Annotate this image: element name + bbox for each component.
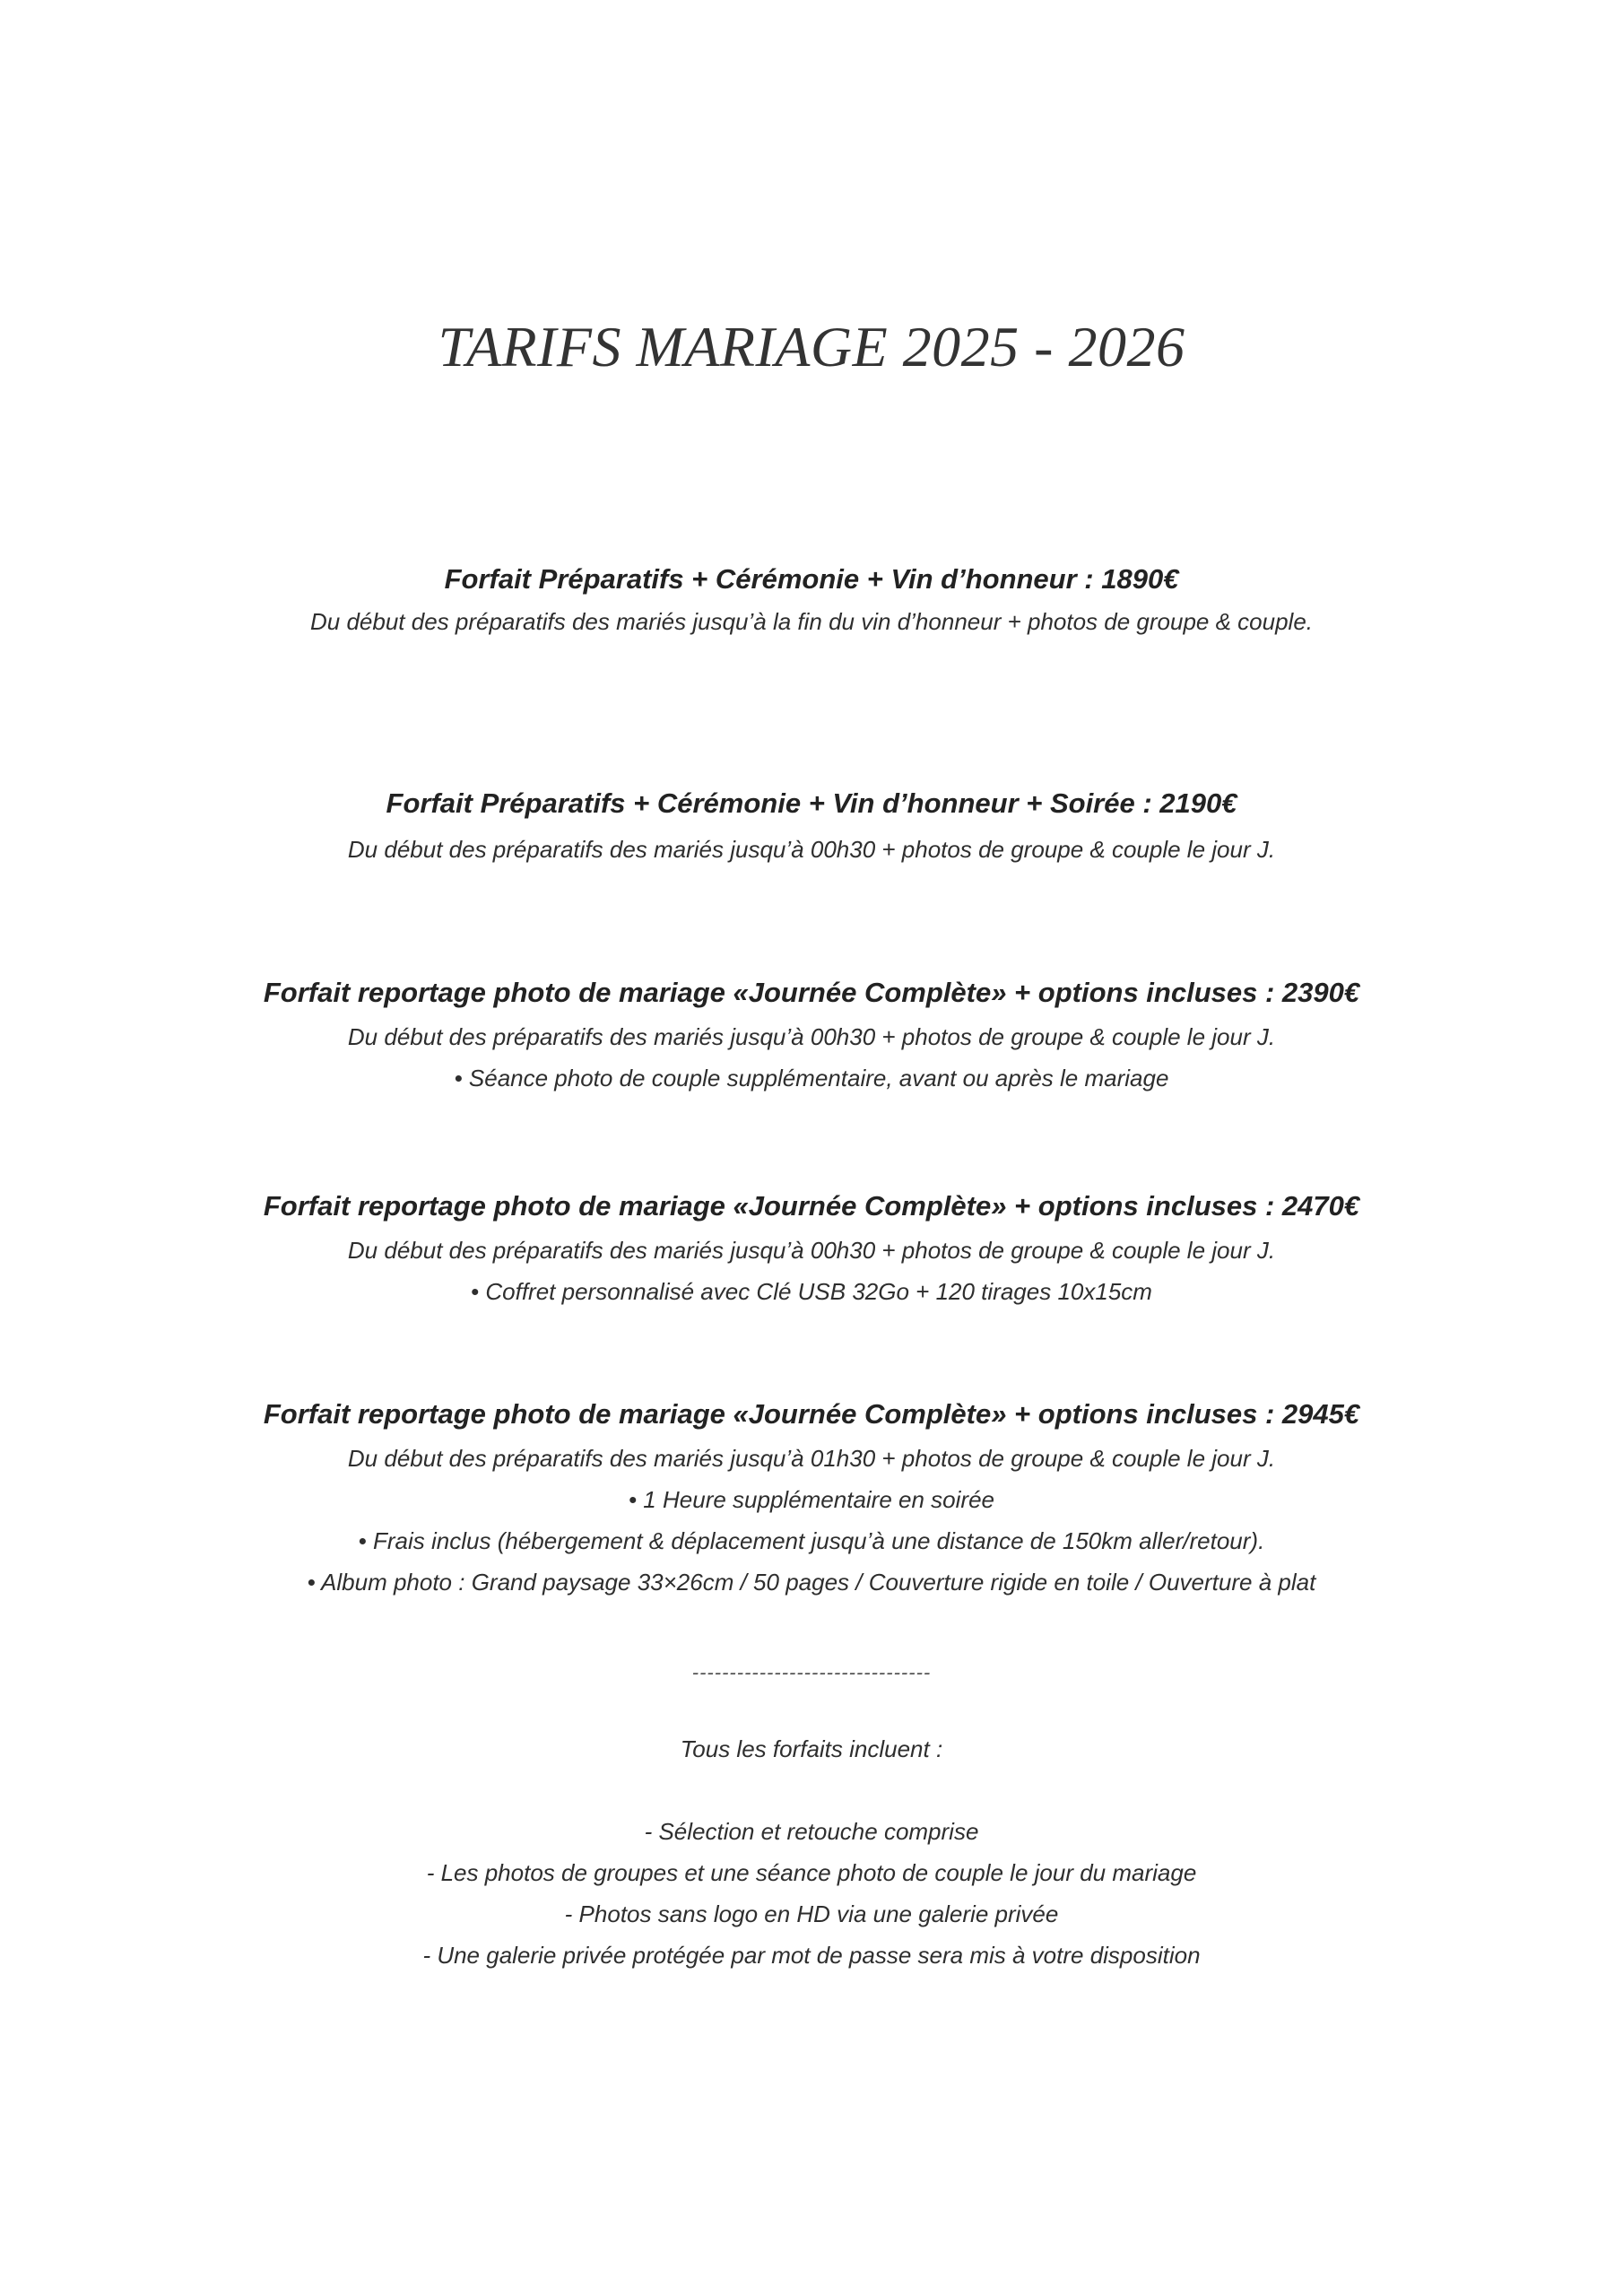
included-item-3: - Photos sans logo en HD via une galerie privée: [564, 1900, 1059, 1927]
package-4-heading: Forfait reportage photo de mariage «Journée Complète» + options incluses : 2470€: [263, 1190, 1360, 1222]
package-5-description: Du début des préparatifs des mariés jusqu’à 01h30 + photos de groupe & couple le jour J.: [347, 1445, 1276, 1472]
package-4-option: • Coffret personnalisé avec Clé USB 32Go + 120 tirages 10x15cm: [471, 1278, 1152, 1305]
included-item-1: - Sélection et retouche comprise: [644, 1818, 979, 1845]
package-3-option: • Séance photo de couple supplémentaire, avant ou après le mariage: [454, 1065, 1169, 1091]
package-2-description: Du début des préparatifs des mariés jusqu’à 00h30 + photos de groupe & couple le jour J.: [347, 836, 1276, 863]
package-3-description: Du début des préparatifs des mariés jusqu’à 00h30 + photos de groupe & couple le jour J.: [347, 1023, 1276, 1050]
included-item-2: - Les photos de groupes et une séance photo de couple le jour du mariage: [426, 1859, 1197, 1886]
package-5-option-2: • Frais inclus (hébergement & déplacement jusqu’à une distance de 150km aller/retour).: [358, 1527, 1265, 1554]
included-intro: Tous les forfaits incluent :: [680, 1735, 943, 1762]
package-5-heading: Forfait reportage photo de mariage «Journée Complète» + options incluses : 2945€: [263, 1398, 1360, 1430]
package-5-option-1: • 1 Heure supplémentaire en soirée: [628, 1486, 994, 1513]
page-title: TARIFS MARIAGE 2025 - 2026: [438, 315, 1185, 378]
package-3-heading: Forfait reportage photo de mariage «Journée Complète» + options incluses : 2390€: [263, 977, 1360, 1008]
package-2-heading: Forfait Préparatifs + Cérémonie + Vin d’honneur + Soirée : 2190€: [386, 787, 1237, 819]
package-4-description: Du début des préparatifs des mariés jusqu’à 00h30 + photos de groupe & couple le jour J.: [347, 1237, 1276, 1264]
included-item-4: - Une galerie privée protégée par mot de passe sera mis à votre disposition: [422, 1942, 1201, 1969]
separator: --------------------------------: [691, 1661, 932, 1683]
package-1-heading: Forfait Préparatifs + Cérémonie + Vin d’honneur : 1890€: [444, 563, 1179, 595]
package-1-description: Du début des préparatifs des mariés jusqu’à la fin du vin d’honneur + photos de groupe & couple.: [310, 608, 1313, 635]
package-5-option-3: • Album photo : Grand paysage 33×26cm / 50 pages / Couverture rigide en toile / Ouverture à plat: [307, 1569, 1316, 1596]
